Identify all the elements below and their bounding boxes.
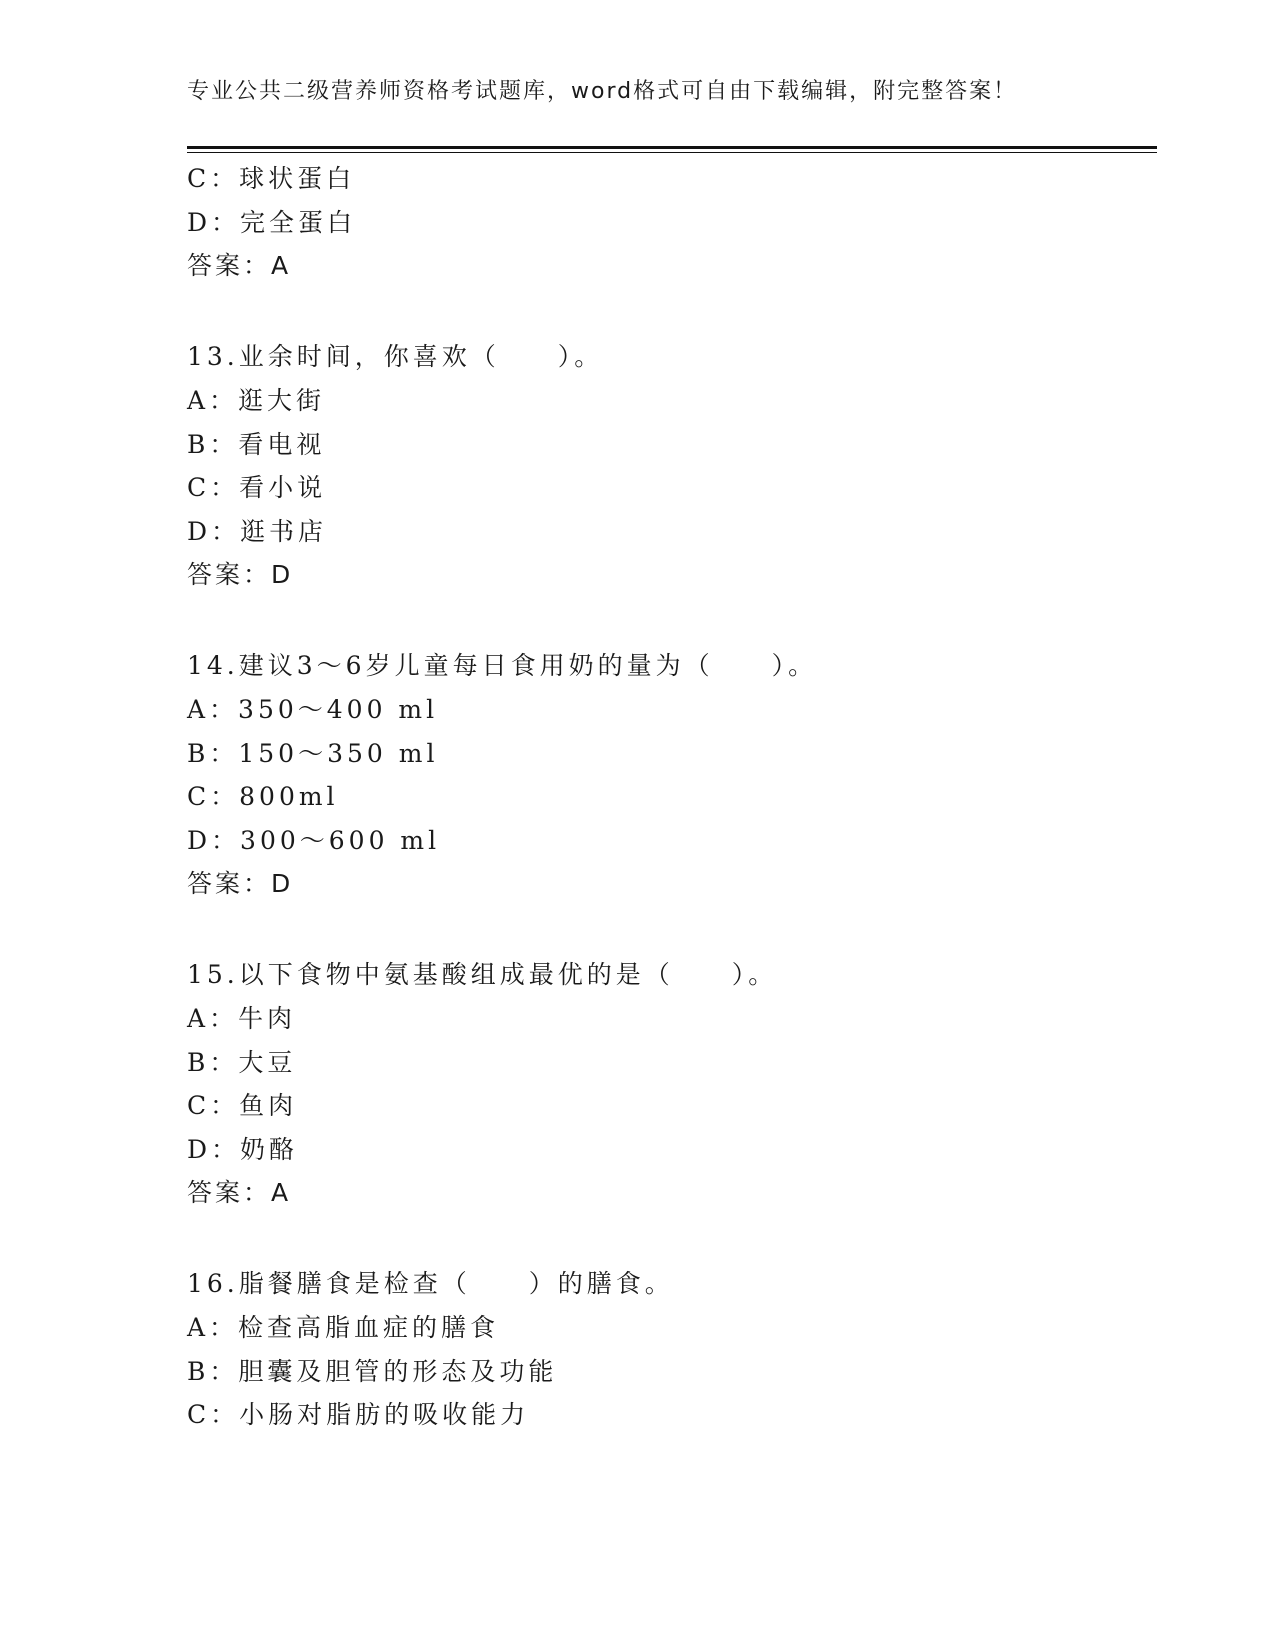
q14-answer: 答案：D — [187, 869, 294, 898]
q15-option-b: B：大豆 — [187, 1048, 297, 1077]
prev-option-d: D：完全蛋白 — [187, 208, 357, 237]
q15-option-c: C：鱼肉 — [187, 1091, 298, 1120]
q14-option-c: C：800ml — [187, 782, 339, 811]
q15-stem: 15.以下食物中氨基酸组成最优的是（ ）。 — [187, 960, 778, 989]
prev-answer: 答案：A — [187, 251, 292, 280]
q13-option-d: D：逛书店 — [187, 517, 328, 546]
header-rule-thick — [187, 146, 1157, 149]
q13-answer: 答案：D — [187, 560, 294, 589]
q15-option-a: A：牛肉 — [187, 1004, 297, 1033]
q14-stem: 14.建议3～6岁儿童每日食用奶的量为（ ）。 — [187, 651, 818, 680]
q16-option-b: B：胆囊及胆管的形态及功能 — [187, 1357, 558, 1386]
q16-option-c: C：小肠对脂肪的吸收能力 — [187, 1400, 530, 1429]
q13-option-a: A：逛大街 — [187, 386, 326, 415]
q16-stem: 16.脂餐膳食是检查（ ）的膳食。 — [187, 1269, 674, 1298]
q13-option-c: C：看小说 — [187, 473, 327, 502]
q13-option-b: B：看电视 — [187, 430, 326, 459]
q15-option-d: D：奶酪 — [187, 1135, 299, 1164]
q15-answer: 答案：A — [187, 1178, 292, 1207]
q14-option-d: D：300～600 ml — [187, 826, 441, 855]
page-header: 专业公共二级营养师资格考试题库，word格式可自由下载编辑，附完整答案！ — [187, 79, 1018, 104]
prev-option-c: C：球状蛋白 — [187, 164, 356, 193]
q13-stem: 13.业余时间，你喜欢（ ）。 — [187, 342, 604, 371]
q14-option-a: A：350～400 ml — [187, 695, 439, 724]
q14-option-b: B：150～350 ml — [187, 739, 439, 768]
header-rule-thin — [187, 152, 1157, 153]
q16-option-a: A：检查高脂血症的膳食 — [187, 1313, 500, 1342]
